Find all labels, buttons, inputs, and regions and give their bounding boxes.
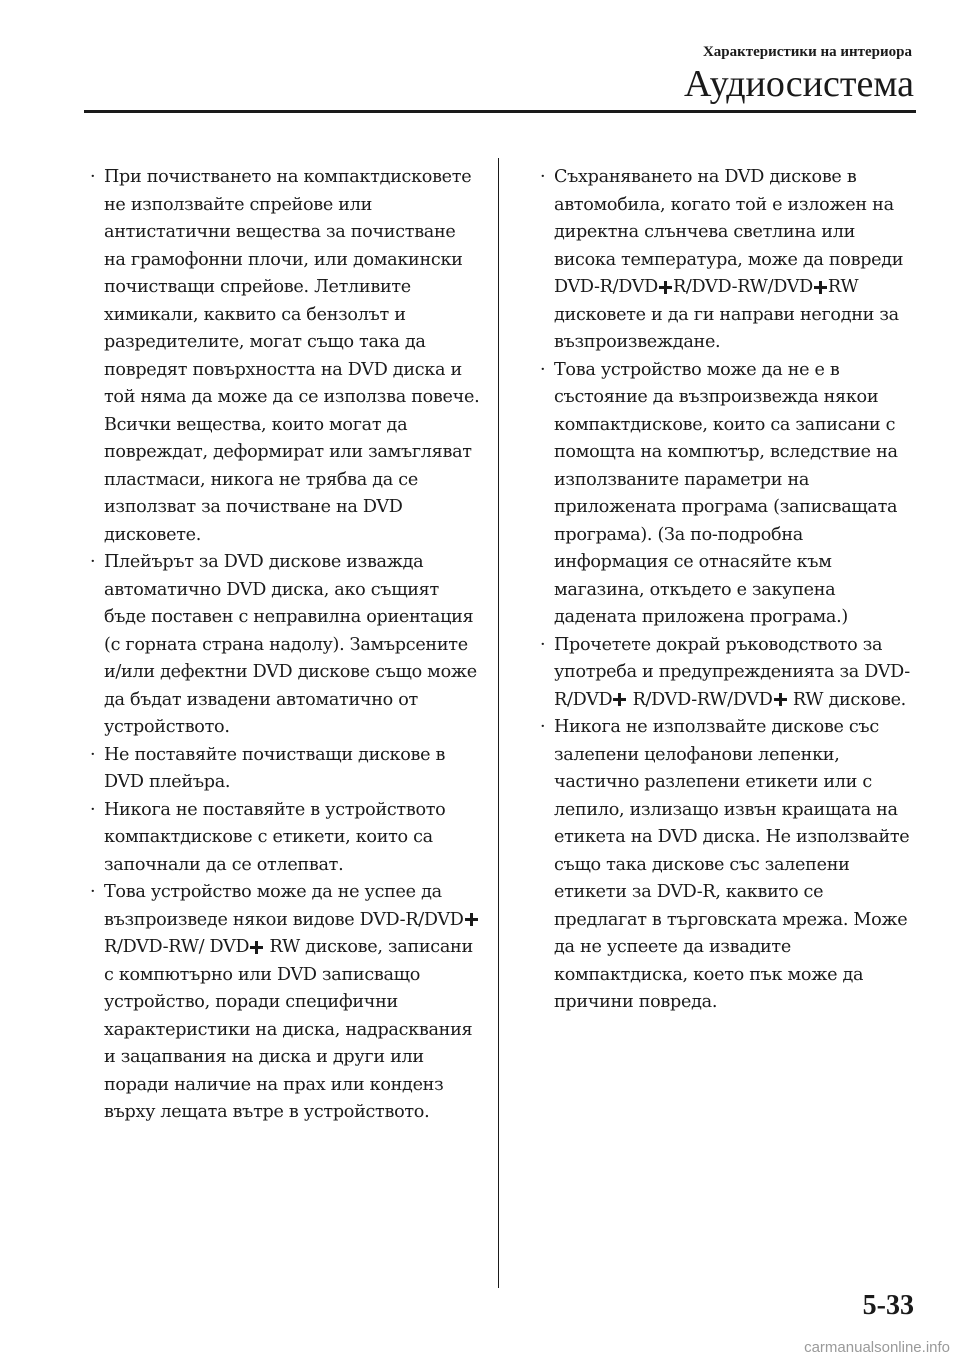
- bullet-icon: ·: [540, 167, 546, 187]
- left-column: [84, 164, 480, 1127]
- plus-icon: [250, 941, 263, 954]
- header-divider: [84, 110, 916, 113]
- bullet-text: RW дискове, записани с компютърно или DVD записващо устройство, поради специфични характеристики на диска, надрасквания и зацапвания на диска и други или поради наличие на прах или конденз върху лещата вътре в устройството.: [104, 937, 473, 1122]
- bullet-text: Никога не използвайте дискове със залепени целофанови лепенки, частично разлепени етикети или с лепило, излизащо извън краищата на етикета на DVD диска. Не използвайте също така дискове със залепени етикети за DVD-R, каквито се предлагат в търговската мрежа. Може да не успеете да извадите компактдиска, което пък може да причини повреда.: [554, 717, 910, 1012]
- right-column: [534, 164, 912, 1017]
- page-title: Аудиосистема: [684, 63, 914, 105]
- bullet-icon: ·: [90, 552, 96, 572]
- column-divider: [498, 158, 499, 1288]
- bullet-icon: ·: [90, 882, 96, 902]
- bullet-item: [534, 714, 912, 1017]
- bullet-text: Никога не поставяйте в устройството компактдискове с етикети, които са започнали да се отлепват.: [104, 799, 446, 875]
- bullet-icon: ·: [90, 167, 96, 187]
- bullet-text: RW дискове.: [787, 689, 906, 710]
- bullet-text: Съхраняването на DVD дискове в автомобила, когато той е изложен на директна слънчева светлина или висока температура, може да повреди DVD-R/DVD: [554, 167, 904, 297]
- bullet-text: R/DVD-RW/ DVD: [104, 937, 250, 957]
- bullet-icon: ·: [540, 634, 546, 655]
- bullet-item: [84, 549, 480, 742]
- bullet-text: RW дисковете и да ги направи негодни за възпроизвеждане.: [554, 277, 899, 352]
- bullet-item: [84, 742, 480, 797]
- bullet-text: Това устройство може да не е в състояние да възпроизвежда някои компактдискове, които са записани с помощта на компютър, вследствие на използваните параметри на приложената програма (записващата програма). (За по-подробна информация се отнасяйте към магазина, откъдето е закупена дадената приложена програма.): [554, 359, 898, 627]
- bullet-item: [534, 632, 912, 715]
- bullet-icon: ·: [90, 744, 96, 765]
- section-label: Характеристики на интериора: [702, 44, 912, 60]
- bullet-item: [84, 797, 480, 880]
- bullet-icon: ·: [540, 359, 546, 380]
- plus-icon: [659, 281, 672, 294]
- page-number: 5-33: [862, 1290, 914, 1321]
- bullet-text: При почистването на компактдисковете не използвайте спрейове или антистатични вещества за почистване на грамофонни плочи, или домакински почистващи спрейове. Летливите химикали, каквито са бензолът и разредителите, могат също така да повредят повърхността на DVD диска и той няма да може да се използва повече. Всички вещества, които могат да повреждат, деформират или замъгляват пластмаси, никога не трябва да се използват за почистване на DVD дисковете.: [104, 167, 480, 545]
- bullet-text: Това устройство може да не успее да възпроизведе някои видове DVD-R/DVD: [104, 882, 464, 930]
- watermark: carmanualsonline.info: [804, 1339, 950, 1356]
- plus-icon: [814, 281, 827, 294]
- plus-icon: [613, 693, 626, 706]
- bullet-item: [534, 164, 912, 357]
- plus-icon: [465, 913, 478, 926]
- bullet-icon: ·: [540, 717, 546, 737]
- bullet-text: Не поставяйте почистващи дискове в DVD плейъра.: [104, 744, 446, 792]
- bullet-item: [534, 357, 912, 632]
- bullet-text: Прочетете докрай ръководството за употреба и предупрежденията за DVD-R/DVD: [554, 634, 910, 710]
- bullet-text: R/DVD-RW/DVD: [627, 689, 773, 710]
- bullet-item: [84, 879, 480, 1127]
- bullet-icon: ·: [90, 799, 96, 820]
- bullet-item: [84, 164, 480, 549]
- bullet-text: Плейърът за DVD дискове изважда автоматично DVD диска, ако същият бъде поставен с неправилна ориентация (с горната страна надолу). Замърсените и/или дефектни DVD дискове също може да бъдат извадени автоматично от устройството.: [104, 552, 477, 737]
- plus-icon: [774, 693, 787, 706]
- bullet-text: R/DVD-RW/DVD: [672, 277, 813, 297]
